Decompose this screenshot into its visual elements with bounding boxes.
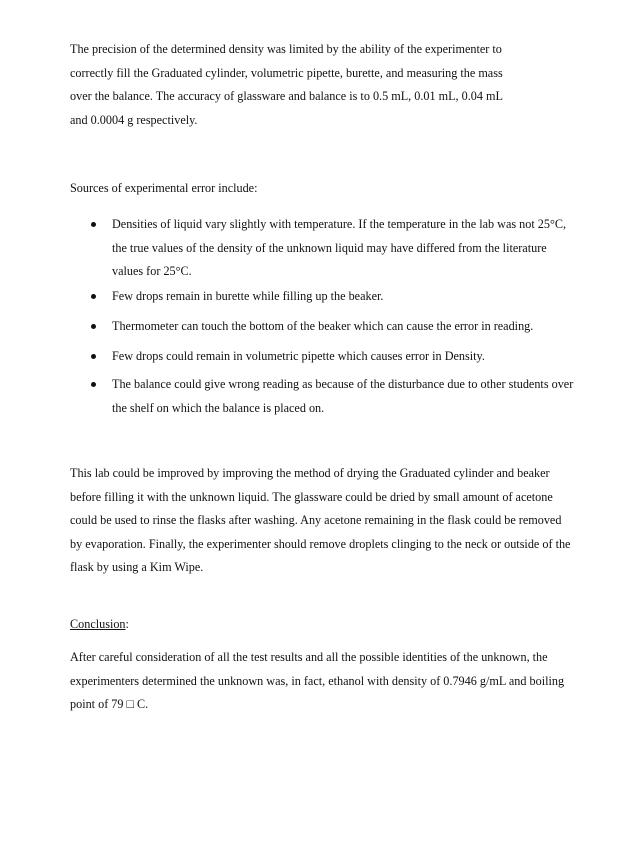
- bullet-icon: [91, 324, 96, 329]
- paragraph-line: experimenters determined the unknown was, in fact, ethanol with density of 0.7946 g/mL and boiling: [70, 673, 565, 688]
- list-item-line: Densities of liquid vary slightly with temperature. If the temperature in the lab was not 25°C,: [112, 217, 567, 231]
- list-item-line: Thermometer can touch the bottom of the beaker which can cause the error in reading.: [112, 319, 534, 333]
- list-item-text: [112, 373, 573, 420]
- paragraph-line: The precision of the determined density was limited by the ability of the experimenter to: [70, 42, 502, 56]
- list-item-line: The balance could give wrong reading as because of the disturbance due to other students over: [112, 377, 574, 391]
- list-item-line: the shelf on which the balance is placed on.: [112, 400, 325, 415]
- list-item-text: [112, 285, 383, 309]
- conclusion-heading: [70, 613, 590, 637]
- conclusion-heading-line: [70, 613, 590, 637]
- list-item-text: [112, 315, 533, 339]
- paragraph-line: could be used to rinse the flasks after washing. Any acetone remaining in the flask could be removed: [70, 513, 562, 528]
- bullet-icon: [91, 294, 96, 299]
- list-item-text: [112, 345, 485, 369]
- precision-paragraph: [70, 38, 590, 132]
- paragraph-line: by evaporation. Finally, the experimenter should remove droplets clinging to the neck or outside of the: [70, 536, 571, 551]
- bullet-icon: [91, 382, 96, 387]
- paragraph-line: correctly fill the Graduated cylinder, volumetric pipette, burette, and measuring the mass: [70, 65, 503, 80]
- conclusion-paragraph: [70, 646, 590, 717]
- paragraph-line: This lab could be improved by improving the method of drying the Graduated cylinder and beaker: [70, 466, 550, 480]
- paragraph-line: point of 79 □ C.: [70, 697, 149, 712]
- conclusion-heading-text: Conclusion: [70, 617, 126, 631]
- paragraph-line: and 0.0004 g respectively.: [70, 112, 198, 127]
- improvement-paragraph: [70, 462, 590, 580]
- list-item-line: values for 25°C.: [112, 264, 192, 279]
- bullet-icon: [91, 222, 96, 227]
- list-item-text: [112, 213, 566, 284]
- paragraph-line: After careful consideration of all the test results and all the possible identities of the unknown, the: [70, 650, 548, 664]
- sources-heading: [70, 177, 590, 201]
- bullet-icon: [91, 354, 96, 359]
- paragraph-line: over the balance. The accuracy of glassware and balance is to 0.5 mL, 0.01 mL, 0.04 mL: [70, 89, 503, 104]
- list-item-line: Few drops remain in burette while filling up the beaker.: [112, 289, 384, 303]
- sources-heading-text: Sources of experimental error include:: [70, 181, 258, 195]
- list-item-line: Few drops could remain in volumetric pipette which causes error in Density.: [112, 349, 485, 363]
- paragraph-line: flask by using a Kim Wipe.: [70, 560, 204, 575]
- list-item-line: the true values of the density of the unknown liquid may have differed from the literature: [112, 240, 547, 255]
- conclusion-heading-colon: :: [125, 617, 129, 631]
- paragraph-line: before filling it with the unknown liquid. The glassware could be dried by small amount of acetone: [70, 489, 553, 504]
